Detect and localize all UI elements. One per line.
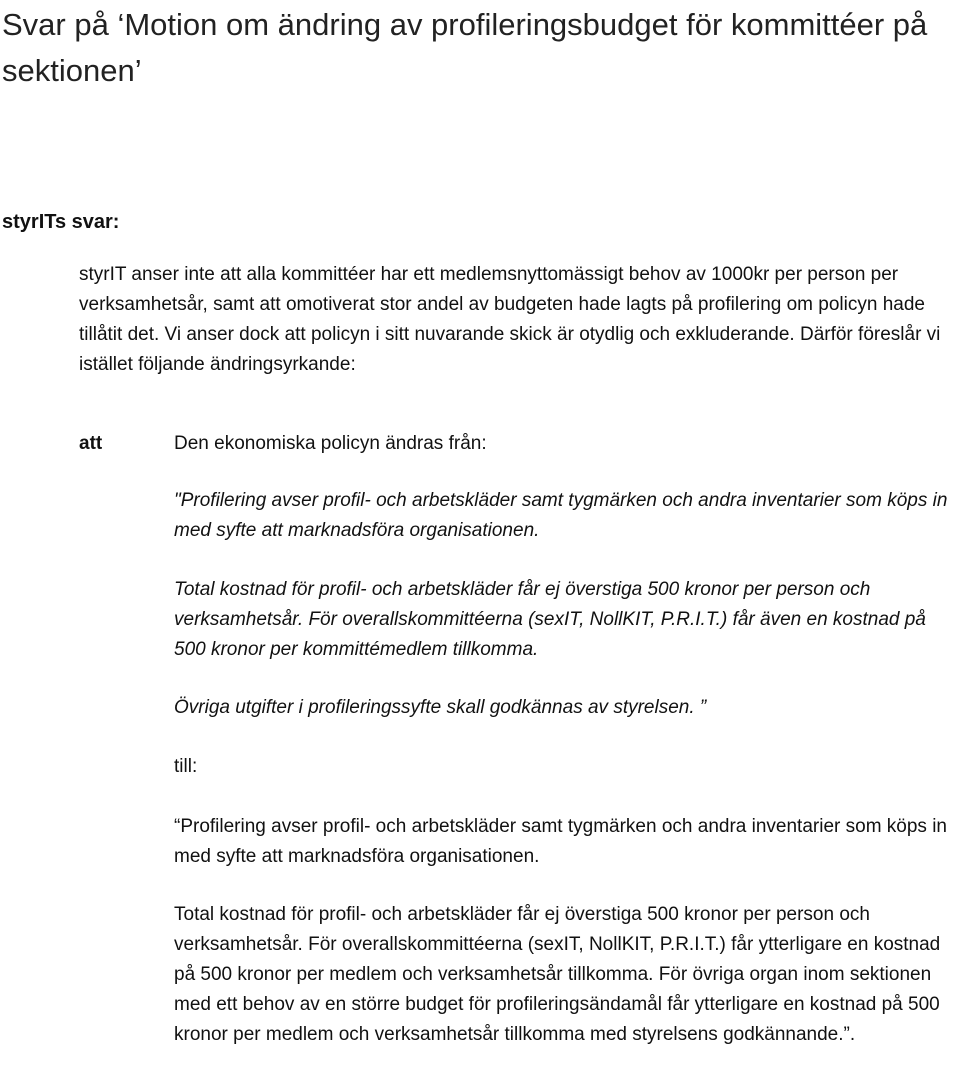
from-paragraph-3: Övriga utgifter i profileringssyfte skall godkännas av styrelsen. ” [174, 697, 707, 718]
change-intro: Den ekonomiska policyn ändras från: [174, 433, 487, 454]
to-paragraph-2: Total kostnad för profil- och arbetskläder får ej överstiga 500 kronor per person och verksamhetsår. För overallskommittéerna (sexIT, NollKIT, P.R.I.T.) får ytterligare en kostnad på 500 kronor per medlem och verksamhetsår tillkomma. För övriga organ inom sektionen med ett behov av en större budget för profileringsändamål får ytterligare en kostnad på 500 kronor per medlem och verksamhetsår tillkomma med styrelsens godkännande.”. [174, 904, 941, 1045]
to-paragraph-1: “Profilering avser profil- och arbetskläder samt tygmärken och andra inventarier som köps in med syfte att marknadsföra organisationen. [174, 816, 947, 867]
section-heading: styrITs svar: [2, 211, 120, 233]
to-label: till: [174, 756, 198, 777]
intro-paragraph: styrIT anser inte att alla kommittéer har ett medlemsnyttomässigt behov av 1000kr per person per verksamhetsår, samt att omotiverat stor andel av budgeten hade lagts på profilering om policyn hade tillåtit det. Vi anser dock att policyn i sitt nuvarande skick är otydlig och exkluderande. Därför föreslår vi istället följande ändringsyrkande: [79, 264, 941, 375]
page-title: Svar på ‘Motion om ändring av profileringsbudget för kommittéer på sektionen’ [2, 7, 928, 88]
from-paragraph-2: Total kostnad för profil- och arbetskläder får ej överstiga 500 kronor per person och verksamhetsår. För overallskommittéerna (sexIT, NollKIT, P.R.I.T.) får även en kostnad på 500 kronor per kommittémedlem tillkomma. [174, 579, 926, 660]
att-label: att [79, 433, 103, 454]
from-paragraph-1: "Profilering avser profil- och arbetskläder samt tygmärken och andra inventarier som köps in med syfte att marknadsföra organisationen. [174, 490, 948, 541]
